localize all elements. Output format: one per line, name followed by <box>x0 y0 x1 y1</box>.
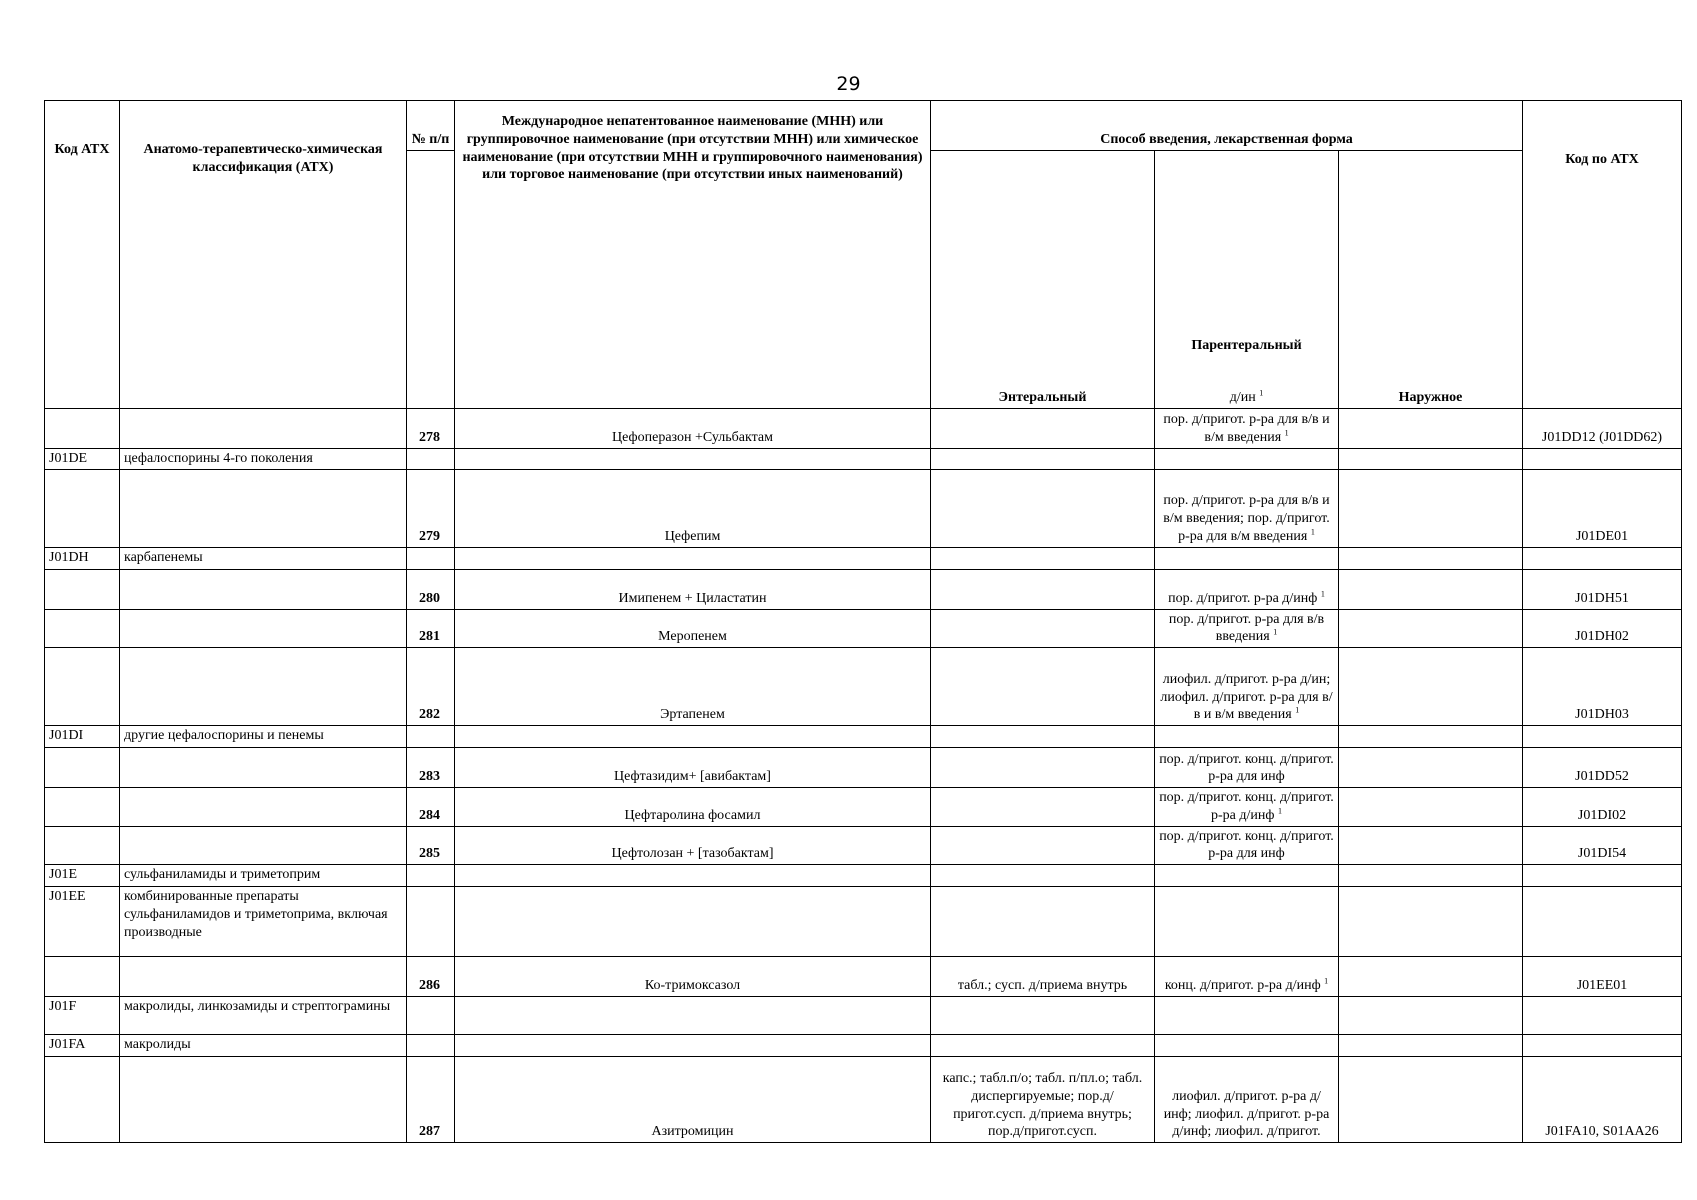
page-number: 29 <box>836 73 861 95</box>
row-external <box>1339 609 1523 648</box>
header-parenteral-label: Парентеральный <box>1191 338 1302 354</box>
row-num: 285 <box>407 826 455 865</box>
row-atc: J01DD12 (J01DD62) <box>1523 408 1682 448</box>
row-external <box>1339 957 1523 997</box>
row-num: 287 <box>407 1057 455 1143</box>
table-row <box>45 469 1682 547</box>
header-route-group: Способ введения, лекарственная форма <box>931 101 1523 151</box>
table-row <box>45 957 1682 997</box>
table-row <box>45 826 1682 865</box>
group-label: комбинированные препараты сульфаниламидов и триметоприма, включая производные <box>120 887 407 957</box>
group-label: макролиды, линкозамиды и стрептограмины <box>120 997 407 1035</box>
row-num: 278 <box>407 408 455 448</box>
row-parenteral: пор. д/пригот. р-ра для в/в и в/м введения $^1$ <box>1155 408 1339 448</box>
header-enteral: Энтеральный <box>931 150 1155 408</box>
group-row <box>45 726 1682 748</box>
row-name: Азитромицин <box>455 1057 931 1143</box>
row-num: 279 <box>407 469 455 547</box>
row-name: Эртапенем <box>455 648 931 726</box>
row-external <box>1339 648 1523 726</box>
row-enteral <box>931 408 1155 448</box>
row-parenteral: пор. д/пригот. р-ра для в/в и в/м введения; пор. д/пригот. р-ра для в/м введения $^1$ <box>1155 469 1339 547</box>
group-row <box>45 887 1682 957</box>
group-code: J01DI <box>45 726 120 748</box>
row-parenteral: пор. д/пригот. конц. д/пригот. р-ра для инф <box>1155 826 1339 865</box>
row-name: Цефтазидим+ [авибактам] <box>455 748 931 788</box>
row-parenteral: пор. д/пригот. конц. д/пригот. р-ра для инф <box>1155 748 1339 788</box>
table-row <box>45 648 1682 726</box>
table-row <box>45 408 1682 448</box>
group-code: J01DH <box>45 547 120 569</box>
row-num: 284 <box>407 788 455 827</box>
group-label: карбапенемы <box>120 547 407 569</box>
row-enteral <box>931 569 1155 609</box>
group-code: J01FA <box>45 1035 120 1057</box>
header-atc-ref: Код по АТХ <box>1523 101 1682 409</box>
drug-table <box>44 100 1682 1143</box>
row-enteral <box>931 609 1155 648</box>
row-external <box>1339 1057 1523 1143</box>
row-atc: J01DI02 <box>1523 788 1682 827</box>
header-atc-class: Анатомо-терапевтическо-химическая классификация (АТХ) <box>120 101 407 409</box>
row-external <box>1339 408 1523 448</box>
row-enteral <box>931 469 1155 547</box>
row-parenteral: лиофил. д/пригот. р-ра д/инф; лиофил. д/пригот. р-ра д/инф; лиофил. д/пригот. <box>1155 1057 1339 1143</box>
row-parenteral: пор. д/пригот. р-ра д/инф $^1$ <box>1155 569 1339 609</box>
group-row <box>45 1035 1682 1057</box>
row-atc: J01DH51 <box>1523 569 1682 609</box>
row-enteral: табл.; сусп. д/приема внутрь <box>931 957 1155 997</box>
row-atc: J01DH02 <box>1523 609 1682 648</box>
row-enteral <box>931 826 1155 865</box>
row-enteral <box>931 788 1155 827</box>
header-num-blank <box>407 150 455 408</box>
row-atc: J01FA10, S01AA26 <box>1523 1057 1682 1143</box>
group-code: J01E <box>45 865 120 887</box>
row-atc: J01EE01 <box>1523 957 1682 997</box>
row-parenteral: пор. д/пригот. р-ра для в/в введения $^1$ <box>1155 609 1339 648</box>
group-row <box>45 865 1682 887</box>
row-external <box>1339 788 1523 827</box>
row-enteral <box>931 748 1155 788</box>
row-name: Меропенем <box>455 609 931 648</box>
header-parenteral-note: д/ин $^1$ <box>1229 388 1264 405</box>
table-row <box>45 569 1682 609</box>
table-row <box>45 609 1682 648</box>
row-name: Имипенем + Циластатин <box>455 569 931 609</box>
header-name: Международное непатентованное наименование (МНН) или группировочное наименование (при отсутствии МНН) или химическое наименование (при отсутствии МНН и группировочного наименования) или торговое наименование (при отсутствии иных наименований) <box>455 101 931 409</box>
row-parenteral: лиофил. д/пригот. р-ра д/ин; лиофил. д/пригот. р-ра для в/в и в/м введения $^1$ <box>1155 648 1339 726</box>
group-code: J01DE <box>45 448 120 469</box>
row-external <box>1339 826 1523 865</box>
row-name: Цефтаролина фосамил <box>455 788 931 827</box>
row-enteral: капс.; табл.п/о; табл. п/пл.о; табл. диспергируемые; пор.д/пригот.сусп. д/приема внутрь; пор.д/пригот.сусп. <box>931 1057 1155 1143</box>
row-name: Цефепим <box>455 469 931 547</box>
row-parenteral: пор. д/пригот. конц. д/пригот. р-ра д/инф $^1$ <box>1155 788 1339 827</box>
group-label: цефалоспорины 4-го поколения <box>120 448 407 469</box>
header-num: № п/п <box>407 101 455 151</box>
header-atc-code: Код АТХ <box>45 101 120 409</box>
row-atc: J01DE01 <box>1523 469 1682 547</box>
group-label: сульфаниламиды и триметоприм <box>120 865 407 887</box>
group-label: другие цефалоспорины и пенемы <box>120 726 407 748</box>
row-name: Цефоперазон +Сульбактам <box>455 408 931 448</box>
group-row <box>45 997 1682 1035</box>
table-row <box>45 1057 1682 1143</box>
row-name: Цефтолозан + [тазобактам] <box>455 826 931 865</box>
row-num: 286 <box>407 957 455 997</box>
row-num: 280 <box>407 569 455 609</box>
group-row <box>45 448 1682 469</box>
row-atc: J01DI54 <box>1523 826 1682 865</box>
group-row <box>45 547 1682 569</box>
row-external <box>1339 469 1523 547</box>
group-label: макролиды <box>120 1035 407 1057</box>
row-num: 281 <box>407 609 455 648</box>
header-parenteral <box>1155 150 1339 408</box>
row-external <box>1339 748 1523 788</box>
row-atc: J01DH03 <box>1523 648 1682 726</box>
header-external: Наружное <box>1339 150 1523 408</box>
row-parenteral: конц. д/пригот. р-ра д/инф $^1$ <box>1155 957 1339 997</box>
row-num: 282 <box>407 648 455 726</box>
table-row <box>45 748 1682 788</box>
row-atc: J01DD52 <box>1523 748 1682 788</box>
group-code: J01F <box>45 997 120 1035</box>
table-header <box>45 101 1682 409</box>
row-name: Ко-тримоксазол <box>455 957 931 997</box>
row-external <box>1339 569 1523 609</box>
table-row <box>45 788 1682 827</box>
group-code: J01EE <box>45 887 120 957</box>
row-enteral <box>931 648 1155 726</box>
row-num: 283 <box>407 748 455 788</box>
